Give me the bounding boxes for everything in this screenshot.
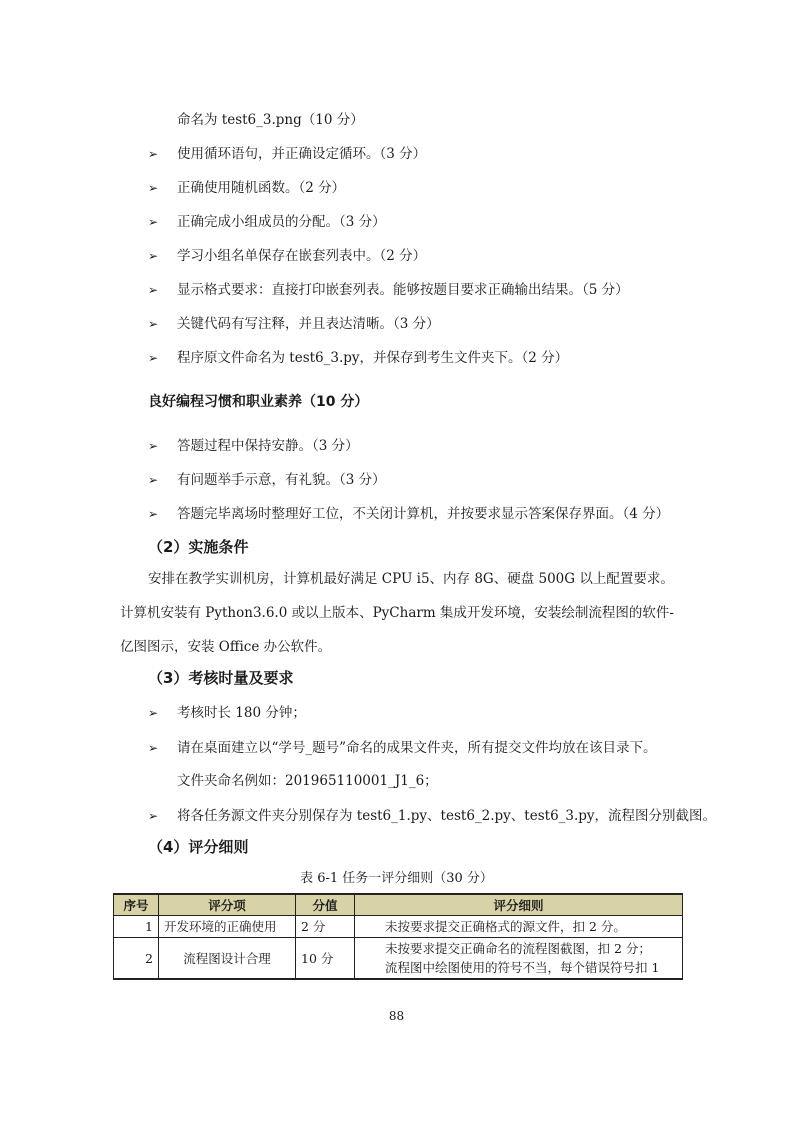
table-row <box>114 916 683 938</box>
bullet-icon: ➢ <box>148 249 159 263</box>
bullet-icon: ➢ <box>148 507 159 521</box>
list-item: 请在桌面建立以“学号_题号”命名的成果文件夹，所有提交文件均放在该目录下。 <box>177 740 657 756</box>
row-score: 10 分 <box>296 938 355 980</box>
row-details <box>355 916 683 938</box>
row-num: 2 <box>114 938 159 980</box>
table-caption: 表 6-1 任务一评分细则（30 分） <box>300 871 493 886</box>
list-item: 考核时长 180 分钟； <box>177 705 306 721</box>
bullet-icon: ➢ <box>148 317 159 331</box>
detail-line: 流程图中绘图使用的符号不当，每个错误符号扣 1 <box>385 960 660 975</box>
row-score: 2 分 <box>296 916 355 938</box>
list-item: 正确完成小组成员的分配。（3 分） <box>177 214 386 230</box>
list-item: 程序原文件命名为 test6_3.py，并保存到考生文件夹下。（2 分） <box>177 350 569 366</box>
bullet-icon: ➢ <box>148 439 159 453</box>
page-number: 88 <box>388 1009 405 1023</box>
header-item: 评分项 <box>159 894 296 916</box>
bullet-icon: ➢ <box>148 351 159 365</box>
bullet-icon: ➢ <box>148 147 159 161</box>
paragraph-line: 安排在教学实训机房，计算机最好满足 CPU i5、内存 8G、硬盘 500G 以上配置要求。 <box>148 571 674 587</box>
bullet-icon: ➢ <box>148 741 159 755</box>
row-item: 开发环境的正确使用 <box>159 916 296 938</box>
table-row <box>114 938 683 980</box>
list-item: 将各任务源文件夹分别保存为 test6_1.py、test6_2.py、test6_3.py，流程图分别截图。 <box>177 808 717 824</box>
bullet-icon: ➢ <box>148 283 159 297</box>
row-num: 1 <box>114 916 159 938</box>
section-heading-scoring: （4）评分细则 <box>148 838 249 856</box>
list-item: 关键代码有写注释，并且表达清晰。（3 分） <box>177 316 440 332</box>
bullet-icon: ➢ <box>148 215 159 229</box>
section-heading-habits: 良好编程习惯和职业素养（10 分） <box>148 394 369 410</box>
paragraph-line: 计算机安装有 Python3.6.0 或以上版本、PyCharm 集成开发环境，安装绘制流程图的软件- <box>120 605 674 621</box>
intro-line: 命名为 test6_3.png（10 分） <box>177 112 364 128</box>
section-heading-time: （3）考核时量及要求 <box>148 669 294 687</box>
header-score: 分值 <box>296 894 355 916</box>
header-details: 评分细则 <box>355 894 683 916</box>
list-item: 答题过程中保持安静。（3 分） <box>177 438 359 454</box>
section-heading-conditions: （2）实施条件 <box>148 538 249 556</box>
row-details <box>355 938 683 980</box>
table-header-row <box>114 894 683 916</box>
bullet-icon: ➢ <box>148 706 159 720</box>
paragraph-line: 亿图图示，安装 Office 办公软件。 <box>120 639 332 655</box>
list-item: 显示格式要求：直接打印嵌套列表。能够按题目要求正确输出结果。（5 分） <box>177 282 629 298</box>
detail-line: 未按要求提交正确命名的流程图截图，扣 2 分； <box>385 941 651 956</box>
header-num: 序号 <box>114 894 159 916</box>
detail-line: 未按要求提交正确格式的源文件，扣 2 分。 <box>385 919 626 934</box>
list-item: 正确使用随机函数。（2 分） <box>177 180 346 196</box>
list-item: 有问题举手示意，有礼貌。（3 分） <box>177 472 386 488</box>
bullet-icon: ➢ <box>148 473 159 487</box>
example-line: 文件夹命名例如：201965110001_J1_6； <box>177 773 438 789</box>
list-item: 答题完毕离场时整理好工位，不关闭计算机，并按要求显示答案保存界面。（4 分） <box>177 506 670 522</box>
list-item: 使用循环语句，并正确设定循环。（3 分） <box>177 146 427 162</box>
bullet-icon: ➢ <box>148 809 159 823</box>
bullet-icon: ➢ <box>148 181 159 195</box>
row-item: 流程图设计合理 <box>159 938 296 980</box>
scoring-table <box>113 893 683 980</box>
list-item: 学习小组名单保存在嵌套列表中。（2 分） <box>177 248 427 264</box>
